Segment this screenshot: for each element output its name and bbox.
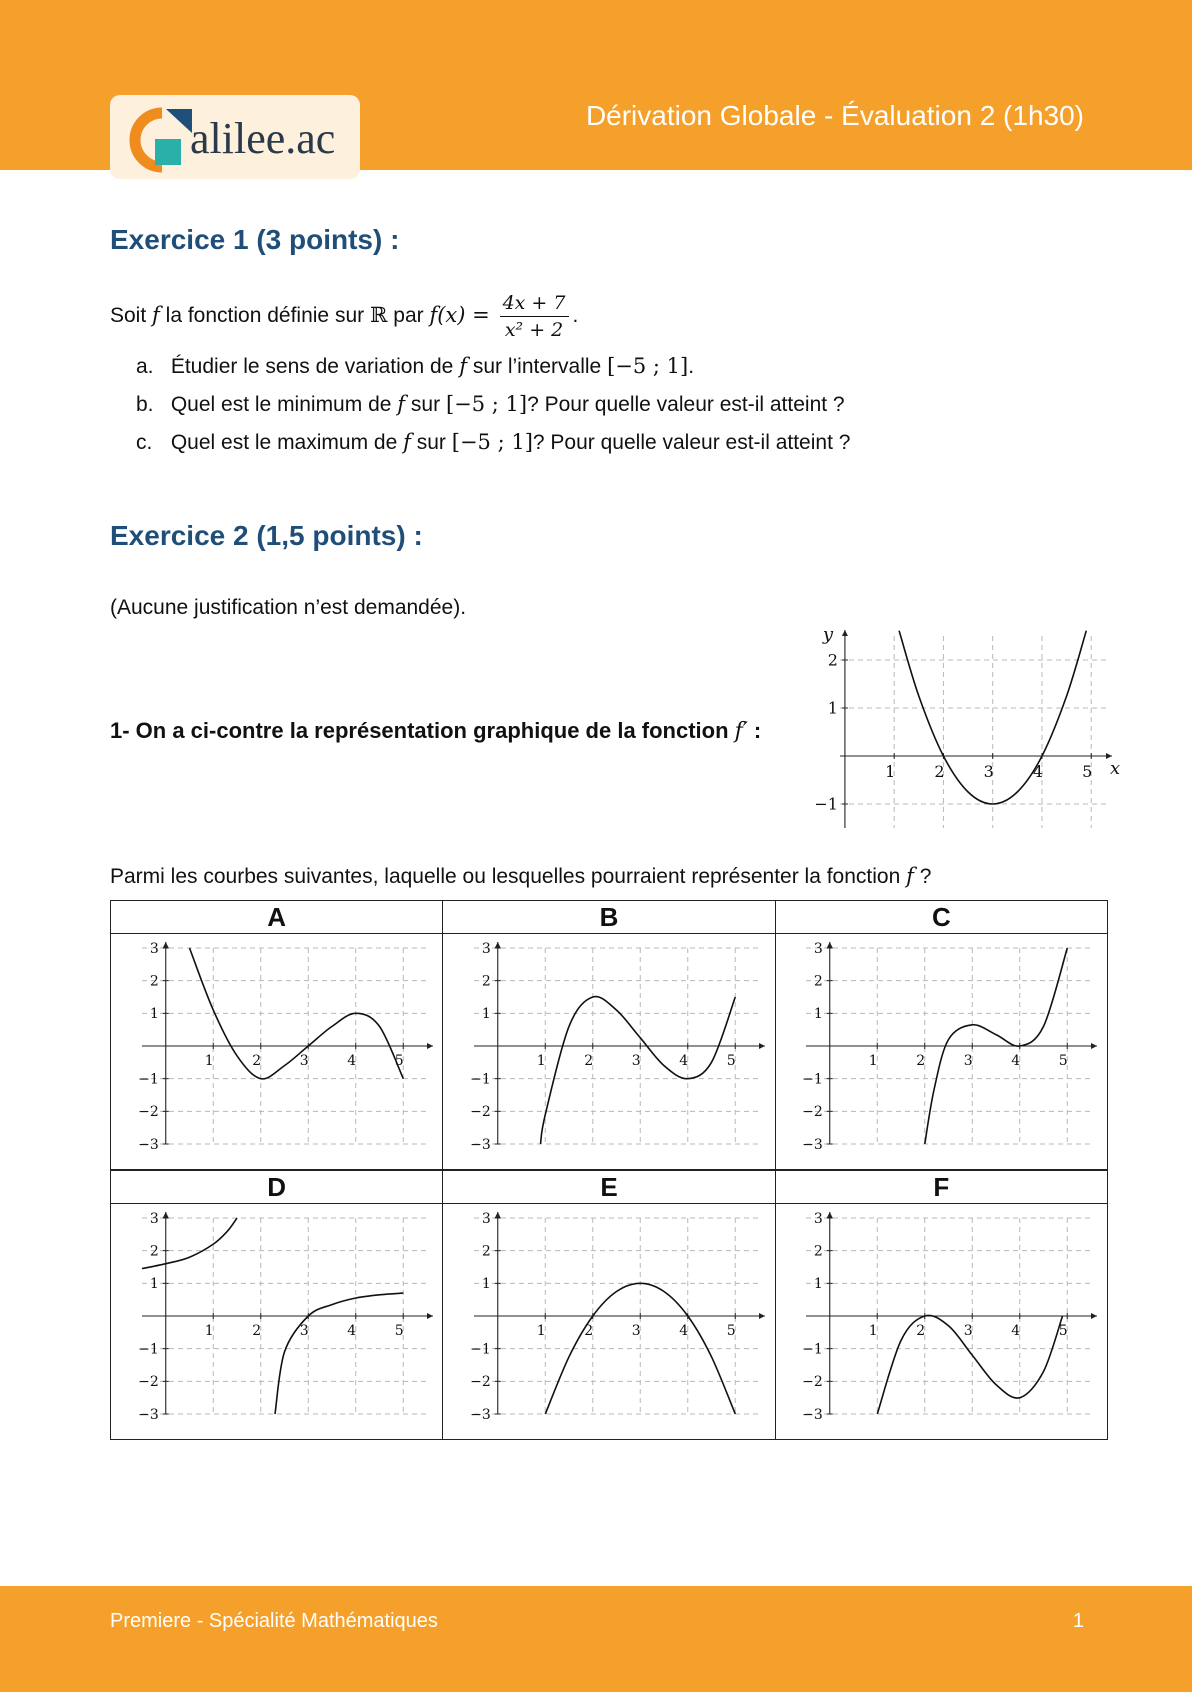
question-math-f: f	[397, 392, 406, 416]
logo-g-square	[155, 139, 181, 165]
footer-course: Premiere - Spécialité Mathématiques	[110, 1610, 438, 1632]
y-tick-label: 2	[481, 1243, 491, 1260]
question-label: b.	[136, 393, 154, 416]
exercise2-note: (Aucune justification n’est demandée).	[110, 596, 467, 619]
question-text: Quel est le minimum de	[170, 393, 392, 416]
fraction-numerator: 4x + 7	[500, 292, 569, 317]
x-tick-label: 5	[1059, 1053, 1069, 1069]
question-a	[136, 354, 694, 379]
intro-math-fx: f(x) =	[429, 303, 490, 328]
x-tick-label: 1	[536, 1323, 546, 1339]
y-tick-label: −1	[470, 1341, 491, 1358]
question-text: .	[688, 355, 695, 378]
intro-text-a: Soit	[110, 304, 147, 328]
y-tick-label: 2	[481, 973, 491, 990]
x-tick-label: 4	[1032, 762, 1044, 781]
y-tick-label: 1	[149, 1276, 159, 1293]
page-footer	[0, 1586, 1192, 1692]
y-tick-label: 3	[481, 1210, 491, 1227]
exercise2-q1	[110, 718, 761, 744]
x-tick-label: 5	[1082, 762, 1093, 781]
curve-c-cell	[775, 934, 1107, 1170]
curve-f-cell	[775, 1204, 1107, 1440]
question-b	[136, 392, 845, 417]
curve-d-header: D	[111, 1171, 443, 1204]
x-axis-label: x	[1110, 758, 1120, 779]
x-axis-arrow	[759, 1313, 765, 1319]
y-axis-arrow	[495, 1212, 501, 1218]
y-tick-label: −2	[802, 1104, 824, 1121]
x-axis-arrow	[759, 1043, 765, 1049]
logo-g-triangle	[166, 109, 192, 133]
x-tick-label: 2	[934, 762, 945, 781]
x-tick-label: 1	[869, 1323, 879, 1339]
y-tick-label: 3	[149, 1210, 159, 1227]
x-axis-arrow	[1091, 1313, 1097, 1319]
curve-c-plot	[776, 934, 1106, 1164]
curve-a-header: A	[111, 901, 443, 934]
y-tick-label: −1	[802, 1071, 824, 1088]
curve-e-cell	[443, 1204, 775, 1440]
y-tick-label: −3	[137, 1136, 159, 1153]
function-fraction	[500, 292, 569, 341]
x-tick-label: 3	[631, 1053, 641, 1069]
curve-b-header: B	[443, 901, 775, 934]
logo-g-mark	[128, 105, 198, 175]
y-tick-label: −2	[470, 1374, 491, 1391]
x-tick-label: 4	[679, 1323, 689, 1339]
x-tick-label: 2	[251, 1053, 261, 1069]
x-tick-label: 4	[679, 1053, 689, 1069]
y-tick-label: 3	[481, 940, 491, 957]
x-tick-label: 4	[346, 1323, 356, 1339]
y-tick-label: −1	[137, 1071, 159, 1088]
question-text: ? Pour quelle valeur est-il atteint ?	[527, 393, 845, 416]
x-tick-label: 2	[916, 1323, 926, 1339]
logo-text: alilee.ac	[190, 114, 336, 163]
fraction-denominator: x² + 2	[504, 319, 564, 341]
question-text: sur	[410, 393, 441, 416]
y-tick-label: 3	[814, 1210, 824, 1227]
q1-end: :	[747, 718, 762, 743]
y-axis-arrow	[842, 630, 848, 636]
y-tick-label: 2	[814, 973, 824, 990]
curve-d-plot	[112, 1204, 442, 1434]
curve-b-cell	[443, 934, 775, 1170]
q1-math: f′	[734, 719, 748, 744]
y-tick-label: 2	[814, 1243, 824, 1260]
x-tick-label: 4	[1011, 1323, 1021, 1339]
y-tick-label: 1	[827, 698, 838, 718]
y-tick-label: −1	[137, 1341, 159, 1358]
y-tick-label: −3	[470, 1406, 491, 1423]
exercise2-title: Exercice 2 (1,5 points) :	[110, 520, 423, 551]
question-text: ? Pour quelle valeur est-il atteint ?	[532, 431, 851, 454]
x-tick-label: 3	[631, 1323, 641, 1339]
x-tick-label: 3	[964, 1053, 974, 1069]
document-title: Dérivation Globale - Évaluation 2 (1h30)	[585, 100, 1084, 131]
question-text: sur	[416, 431, 446, 454]
y-tick-label: −3	[802, 1136, 824, 1153]
question-text: Parmi les courbes suivantes, laquelle ou lesquelles pourraient représenter la fonction	[110, 865, 901, 888]
x-tick-label: 1	[885, 762, 896, 781]
x-tick-label: 2	[916, 1053, 926, 1069]
y-tick-label: −3	[470, 1136, 491, 1153]
y-tick-label: 2	[149, 973, 159, 990]
exercise1-intro	[110, 292, 578, 341]
x-tick-label: 2	[584, 1053, 594, 1069]
x-tick-label: 3	[983, 762, 994, 781]
x-tick-label: 5	[1059, 1323, 1069, 1339]
y-tick-label: −3	[137, 1406, 159, 1423]
x-axis-arrow	[427, 1313, 433, 1319]
intro-math-R: ℝ	[369, 303, 388, 328]
curve-D-right	[275, 1293, 403, 1414]
curve-c-header: C	[775, 901, 1107, 934]
y-tick-label: −1	[470, 1071, 491, 1088]
x-tick-label: 5	[394, 1053, 404, 1069]
x-tick-label: 1	[536, 1053, 546, 1069]
question-math-f: f	[906, 864, 914, 888]
y-tick-label: −2	[802, 1374, 824, 1391]
x-tick-label: 3	[299, 1053, 309, 1069]
y-tick-label: 3	[149, 940, 159, 957]
y-tick-label: −1	[814, 794, 838, 814]
exercise1-title: Exercice 1 (3 points) :	[110, 224, 400, 255]
y-axis-arrow	[827, 1212, 833, 1218]
question-text: sur l’intervalle	[472, 355, 602, 378]
logo	[110, 95, 360, 179]
curve-e-plot	[444, 1204, 774, 1434]
candidate-curves-table-2	[110, 1170, 1108, 1440]
page-header	[0, 0, 1192, 170]
exercise2-question	[110, 864, 931, 889]
y-tick-label: −2	[137, 1104, 159, 1121]
curve-f-plot	[776, 1204, 1106, 1434]
y-axis-label: y	[822, 628, 834, 645]
y-tick-label: −1	[802, 1341, 824, 1358]
y-axis-arrow	[162, 1212, 168, 1218]
y-tick-label: 1	[814, 1276, 824, 1293]
x-tick-label: 1	[204, 1323, 214, 1339]
x-tick-label: 3	[299, 1323, 309, 1339]
question-label: c.	[136, 431, 153, 454]
curve-B	[540, 997, 735, 1144]
x-tick-label: 4	[346, 1053, 356, 1069]
question-c	[136, 430, 850, 455]
x-tick-label: 1	[869, 1053, 879, 1069]
question-math-f: f	[459, 354, 467, 378]
curve-b-plot	[444, 934, 774, 1164]
y-tick-label: 1	[481, 1006, 491, 1023]
y-axis-arrow	[495, 942, 501, 948]
y-tick-label: 1	[149, 1006, 159, 1023]
intro-math-f: f	[152, 303, 160, 328]
curve-a-plot	[112, 934, 442, 1164]
x-tick-label: 3	[964, 1323, 974, 1339]
y-tick-label: 2	[827, 650, 838, 670]
y-tick-label: 2	[149, 1243, 159, 1260]
q1-text: 1- On a ci-contre la représentation graphique de la fonction	[110, 718, 729, 743]
question-text: Quel est le maximum de	[170, 431, 398, 454]
x-tick-label: 2	[251, 1323, 261, 1339]
x-tick-label: 2	[584, 1323, 594, 1339]
curve-f-header: F	[775, 1171, 1107, 1204]
y-axis-arrow	[827, 942, 833, 948]
x-tick-label: 5	[394, 1323, 404, 1339]
intro-end: .	[572, 304, 579, 328]
x-axis-arrow	[427, 1043, 433, 1049]
intro-text-b: la fonction définie sur	[165, 304, 365, 328]
question-interval: [−5 ; 1]	[607, 354, 689, 378]
x-tick-label: 5	[726, 1053, 736, 1069]
intro-text-c: par	[393, 304, 424, 328]
curve-d-cell	[111, 1204, 443, 1440]
x-axis-arrow	[1091, 1043, 1097, 1049]
fprime-graph	[800, 628, 1120, 833]
y-axis-arrow	[162, 942, 168, 948]
question-text: Étudier le sens de variation de	[170, 355, 454, 378]
curve-e-header: E	[443, 1171, 775, 1204]
page-number: 1	[1072, 1610, 1084, 1632]
y-tick-label: −3	[802, 1406, 824, 1423]
y-tick-label: −2	[470, 1104, 491, 1121]
y-tick-label: 1	[814, 1006, 824, 1023]
x-tick-label: 5	[726, 1323, 736, 1339]
question-end: ?	[913, 865, 932, 888]
candidate-curves-table	[110, 900, 1108, 1170]
question-math-f: f	[403, 430, 411, 454]
x-tick-label: 1	[204, 1053, 214, 1069]
x-tick-label: 4	[1011, 1053, 1021, 1069]
y-tick-label: 1	[481, 1276, 491, 1293]
y-tick-label: −2	[137, 1374, 159, 1391]
question-label: a.	[136, 355, 154, 378]
question-interval: [−5 ; 1]	[451, 430, 533, 454]
y-tick-label: 3	[814, 940, 824, 957]
question-interval: [−5 ; 1]	[445, 392, 528, 416]
curve-a-cell	[111, 934, 443, 1170]
